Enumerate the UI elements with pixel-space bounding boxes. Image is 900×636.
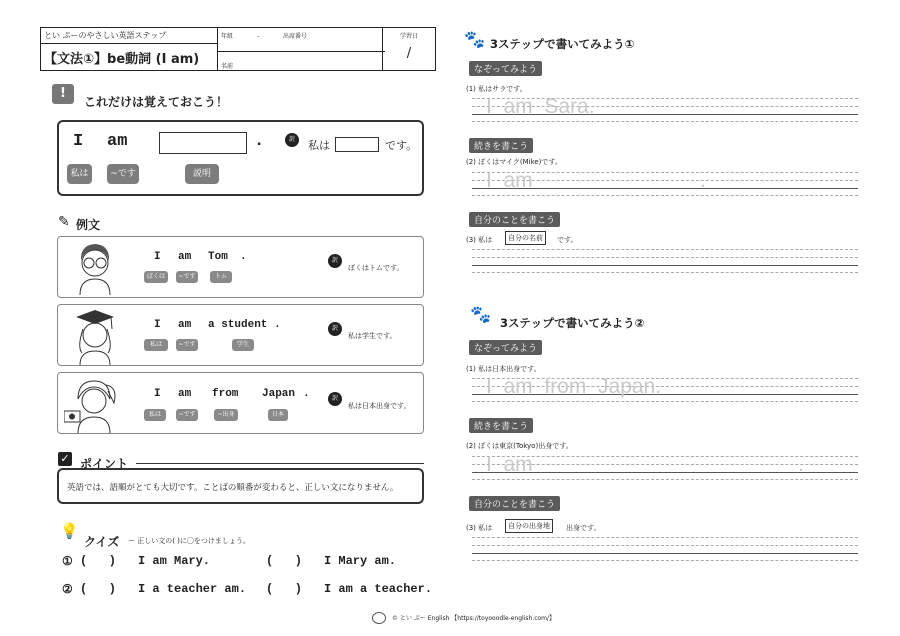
ex2-tag-3: 学生 (232, 339, 254, 351)
date-sep: / (406, 46, 412, 61)
ex3-word-4: Japan (262, 388, 296, 400)
ex2-yaku: 訳 (328, 322, 342, 336)
name-label: 名前 (221, 63, 234, 70)
p2-step2-label: 続きを書こう (469, 418, 533, 433)
boy-glasses-icon (72, 241, 118, 295)
ex3-word-1: I (154, 388, 161, 400)
blank-box (159, 132, 247, 154)
q1-paren-a[interactable]: ( ) (80, 554, 117, 568)
word-i: I (73, 132, 84, 151)
ex1-word-3: Tom (208, 251, 228, 263)
jp-pre: 私は (308, 139, 330, 152)
p2-step2-lines[interactable] (472, 453, 858, 480)
practice2-title: 3ステップで書いてみよう② (500, 316, 645, 330)
ex3-tag-1: 私は (144, 409, 166, 421)
p1-step2-period: . (700, 169, 706, 192)
girl-ponytail-icon (64, 375, 120, 433)
p2-step2-period: . (798, 453, 804, 476)
q2-paren-a[interactable]: ( ) (80, 582, 117, 596)
p1-step1-prompt: (1) 私はサラです。 (466, 85, 527, 93)
p2-step3-boxed: 自分の出身地 (505, 519, 553, 533)
jp-post: です。 (385, 139, 418, 152)
tag-setsumei: 説明 (185, 164, 219, 184)
period: . (254, 132, 265, 151)
p1-step3-boxed: 自分の名前 (505, 231, 546, 245)
student-graduation-cap-icon (72, 307, 118, 365)
ex3-tag-3: ~出身 (214, 409, 238, 421)
p2-step3-label: 自分のことを書こう (469, 496, 560, 511)
p1-step1-lines[interactable] (472, 95, 858, 122)
lesson-title: 【文法①】be動詞 (I am) (44, 52, 200, 67)
word-am: am (107, 132, 128, 151)
q2-num: ② (62, 583, 73, 597)
ex2-word-2: am (178, 319, 192, 331)
q1-option-a: I am Mary. (138, 554, 211, 568)
ex1-yaku: 訳 (328, 254, 342, 268)
mascot-icon (372, 612, 386, 624)
point-rule (136, 463, 424, 464)
p1-step3-label: 自分のことを書こう (469, 212, 560, 227)
ex1-jp: ぼくはトムです。 (348, 264, 404, 272)
ex1-word-1: I (154, 251, 161, 263)
ex2-word-1: I (154, 319, 161, 331)
ex1-tag-2: ~です (176, 271, 198, 283)
p2-step3-prompt-pre: (3) 私は (466, 524, 493, 532)
p2-step3-prompt-post: 出身です。 (566, 524, 601, 532)
example-card-2 (57, 304, 424, 366)
p1-step2-trace: I am (486, 169, 533, 192)
ex1-tag-1: ぼくは (144, 271, 168, 283)
p2-step1-trace: I am from Japan. (486, 375, 662, 398)
q1-num: ① (62, 555, 73, 569)
ex2-tag-1: 私は (144, 339, 168, 351)
ex2-word-3: a student (208, 319, 268, 331)
ex3-word-5: . (303, 388, 310, 400)
p1-step1-trace: I am Sara. (486, 95, 595, 118)
ex3-jp: 私は日本出身です。 (348, 402, 411, 410)
example-card-1 (57, 236, 424, 298)
remember-title: これだけは覚えておこう！ (84, 95, 229, 109)
q1-paren-b[interactable]: ( ) (266, 554, 303, 568)
header-table (40, 27, 436, 71)
grade-sep: - (256, 33, 260, 40)
point-title: ポイント (80, 457, 129, 471)
footer-credit: © とい ぷー English 【https://toyooodle-english.com/】 (392, 615, 556, 622)
p2-step2-prompt: (2) ぼくは東京(Tokyo)出身です。 (466, 442, 573, 450)
ex1-word-4: . (240, 251, 247, 263)
ex3-tag-4: 日本 (268, 409, 288, 421)
q2-option-b: I am a teacher. (324, 582, 433, 596)
q1-option-b: I Mary am. (324, 554, 397, 568)
ex2-word-4: . (274, 319, 281, 331)
p2-step3-lines[interactable] (472, 537, 858, 561)
yaku-bubble: 訳 (285, 133, 299, 147)
date-label: 学習日 (399, 33, 418, 40)
ex3-word-3: from (212, 388, 239, 400)
q2-option-a: I a teacher am. (138, 582, 247, 596)
p1-step3-prompt-post: です。 (557, 236, 578, 244)
point-text: 英語では、語順がとても大切です。ことばの順番が変わると、正しい文になりません。 (67, 483, 399, 493)
exclaim-icon: ! (52, 84, 74, 104)
remember-box (57, 120, 424, 196)
p1-step2-prompt: (2) ぼくはマイク(Mike)です。 (466, 158, 562, 166)
quiz-instruction: ー 正しい文の( )に〇をつけましょう。 (128, 537, 250, 545)
example-card-3 (57, 372, 424, 434)
number-label: 出席番号 (283, 33, 308, 40)
ex2-tag-2: ~です (176, 339, 198, 351)
p2-step1-label: なぞってみよう (469, 340, 542, 355)
ex3-yaku: 訳 (328, 392, 342, 406)
p2-step1-prompt: (1) 私は日本出身です。 (466, 365, 541, 373)
ex3-word-2: am (178, 388, 192, 400)
ex1-word-2: am (178, 251, 192, 263)
lightbulb-icon: 💡 (60, 522, 79, 540)
p1-step1-label: なぞってみよう (469, 61, 542, 76)
jp-blank (335, 137, 379, 152)
paw-icon-2: 🐾 (470, 305, 492, 325)
pencil-icon: ✎ (58, 214, 70, 230)
p1-step2-lines[interactable] (472, 169, 858, 196)
p1-step3-lines[interactable] (472, 249, 858, 273)
p1-step3-prompt-pre: (3) 私は (466, 236, 493, 244)
p2-step1-lines[interactable] (472, 375, 858, 402)
ex3-tag-2: ~です (176, 409, 198, 421)
tag-desu: ~です (107, 164, 139, 184)
ex1-tag-3: トム (210, 271, 232, 283)
tag-watashiwa: 私は (67, 164, 92, 184)
practice1-title: 3ステップで書いてみよう① (490, 37, 635, 51)
grade-label: 年組 (221, 33, 234, 40)
ex2-jp: 私は学生です。 (348, 332, 397, 340)
paw-icon: 🐾 (464, 30, 486, 50)
series-title: とい ぷーのやさしい英語ステップ (41, 28, 217, 44)
p2-step2-trace: I am (486, 453, 533, 476)
point-box (57, 468, 424, 504)
checkbox-icon: ✓ (58, 452, 72, 466)
examples-title: 例文 (76, 218, 101, 232)
quiz-title: クイズ (84, 535, 120, 549)
q2-paren-b[interactable]: ( ) (266, 582, 303, 596)
p1-step2-label: 続きを書こう (469, 138, 533, 153)
